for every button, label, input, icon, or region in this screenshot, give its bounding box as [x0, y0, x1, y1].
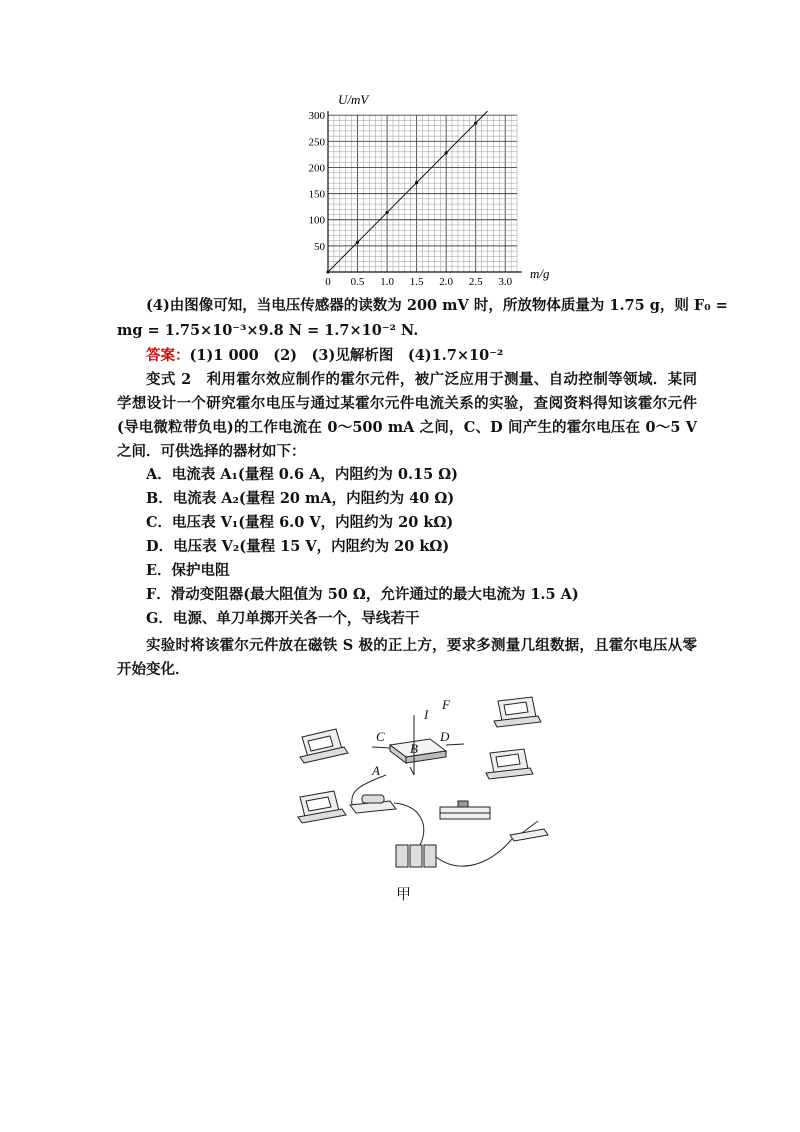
meter-top-left	[300, 729, 348, 763]
x-tick-label: 2.0	[439, 276, 454, 288]
label-a: A	[372, 763, 380, 778]
y-tick-label: 250	[308, 136, 325, 149]
requirement-paragraph: 实验时将该霍尔元件放在磁铁 S 极的正上方，要求多测量几组数据，且霍尔电压从零开始变化．	[117, 637, 697, 678]
u-m-graph	[290, 88, 550, 288]
apparatus-figure	[290, 695, 560, 910]
meter-left	[298, 791, 346, 823]
data-point	[474, 121, 477, 124]
answer-text: (1)1 000 (2) (3)见解析图 (4)1.7×10⁻²	[189, 347, 504, 364]
fit-line	[328, 111, 488, 272]
option-g: G．电源、单刀单掷开关各一个，导线若干	[146, 610, 420, 627]
protective-resistor	[350, 795, 396, 813]
problem-title: 变式 2	[146, 371, 192, 388]
chart-grid	[328, 115, 517, 272]
label-d: D	[440, 729, 450, 744]
chart-series	[326, 111, 487, 273]
problem-paragraph	[117, 368, 697, 464]
data-point	[445, 151, 448, 154]
meter-top-right	[494, 697, 541, 727]
solution-line-2: mg = 1.75×10⁻³×9.8 N = 1.7×10⁻² N.	[117, 322, 419, 339]
option-a: A．电流表 A₁(量程 0.6 A，内阻约为 0.15 Ω)	[146, 466, 459, 483]
hall-element	[372, 715, 464, 775]
y-tick-label: 300	[308, 110, 325, 123]
y-axis-label: U/mV	[338, 92, 369, 107]
option-c: C．电压表 V₁(量程 6.0 V，内阻约为 20 kΩ)	[146, 514, 454, 531]
label-f: F	[442, 697, 450, 712]
option-b: B．电流表 A₂(量程 20 mA，内阻约为 40 Ω)	[146, 490, 455, 507]
label-c: C	[376, 729, 385, 744]
meter-mid-right	[486, 749, 533, 779]
chart-axes	[328, 111, 522, 272]
answer-line	[146, 346, 503, 366]
solution-line-1: (4)由图像可知，当电压传感器的读数为 200 mV 时，所放物体质量为 1.75 g，则 F₀ =	[146, 297, 728, 314]
data-point	[385, 211, 388, 214]
y-tick-label: 50	[314, 240, 325, 253]
x-tick-label: 1.5	[409, 276, 424, 288]
switch	[510, 821, 548, 841]
y-tick-label: 150	[308, 188, 325, 201]
label-b: B	[410, 741, 418, 756]
data-point	[415, 181, 418, 184]
data-point	[356, 241, 359, 244]
label-i: I	[424, 707, 429, 722]
option-f: F．滑动变阻器(最大阻值为 50 Ω，允许通过的最大电流为 1.5 A)	[146, 586, 579, 603]
option-d: D．电压表 V₂(量程 15 V，内阻约为 20 kΩ)	[146, 538, 450, 555]
x-tick-label: 2.5	[468, 276, 483, 288]
x-axis-label: m/g	[530, 266, 550, 281]
option-e: E．保护电阻	[146, 562, 230, 579]
rheostat	[440, 801, 490, 819]
x-tick-label: 0.5	[350, 276, 365, 288]
x-tick-label: 0	[325, 276, 331, 288]
data-point	[326, 270, 329, 273]
x-tick-label: 3.0	[498, 276, 513, 288]
battery	[396, 845, 436, 867]
x-tick-label: 1.0	[380, 276, 394, 288]
problem-text: 利用霍尔效应制作的霍尔元件，被广泛应用于测量、自动控制等领域．某同学想设计一个研究霍尔电压与通过某霍尔元件电流关系的实验，查阅资料得知该霍尔元件(导电微粒带负电)的工作电流在 0～500 mA 之间，C、D 间产生的霍尔电压在 0～5 V 之间．可供选择的器材如下：	[117, 371, 697, 460]
y-tick-label: 200	[308, 162, 325, 175]
y-tick-label: 100	[308, 214, 325, 227]
answer-label: 答案：	[146, 347, 190, 364]
figure-caption: 甲	[396, 885, 412, 903]
